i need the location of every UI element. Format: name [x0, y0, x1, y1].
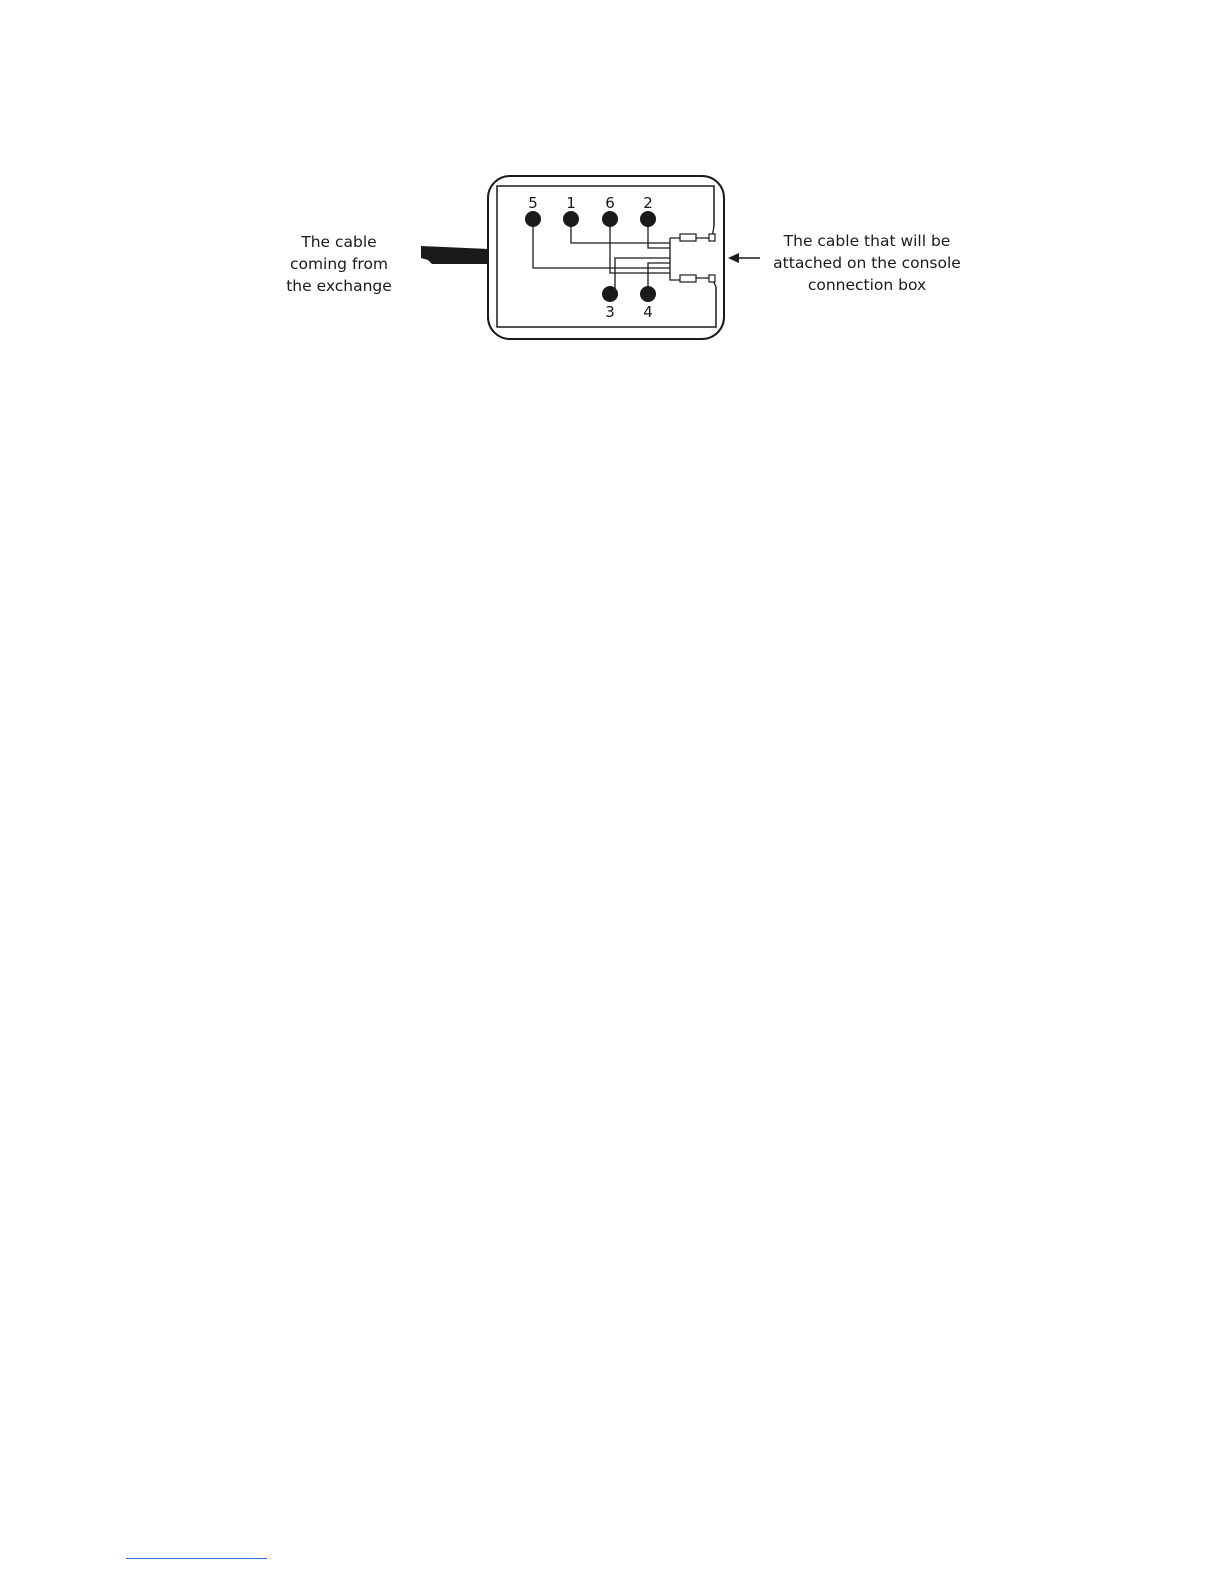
connector-terminals [680, 234, 715, 282]
upper-terminal-cap [709, 234, 715, 241]
caption-left-line-1: The cable [301, 233, 377, 251]
pin-5 [525, 211, 541, 227]
pin-label-6: 6 [605, 194, 615, 212]
pin-label-1: 1 [566, 194, 576, 212]
upper-terminal [680, 234, 696, 241]
pin-1 [563, 211, 579, 227]
caption-right-line-2: attached on the console [773, 254, 961, 272]
pin-label-4: 4 [643, 303, 653, 321]
arrow-icon [728, 253, 760, 263]
pin-6 [602, 211, 618, 227]
connector-bus [670, 238, 680, 280]
pin-label-3: 3 [605, 303, 615, 321]
pin-label-5: 5 [528, 194, 538, 212]
caption-console-cable [760, 230, 974, 296]
pin-label-2: 2 [643, 194, 653, 212]
exchange-cable [421, 246, 489, 264]
caption-right-line-1: The cable that will be [783, 232, 951, 250]
pins [525, 211, 656, 302]
wire-pin-6 [610, 218, 670, 273]
pin-3 [602, 286, 618, 302]
wires [533, 218, 716, 294]
lower-terminal-cap [709, 275, 715, 282]
caption-left-line-3: the exchange [286, 277, 392, 295]
wiring-diagram-svg [0, 0, 1224, 400]
lower-terminal [680, 275, 696, 282]
pin-2 [640, 211, 656, 227]
caption-left-line-2: coming from [289, 255, 389, 273]
wiring-diagram [0, 0, 1224, 400]
caption-exchange-cable [268, 231, 410, 297]
caption-right-line-3: connection box [807, 276, 927, 294]
footnote-divider [126, 1558, 267, 1559]
pin-4 [640, 286, 656, 302]
